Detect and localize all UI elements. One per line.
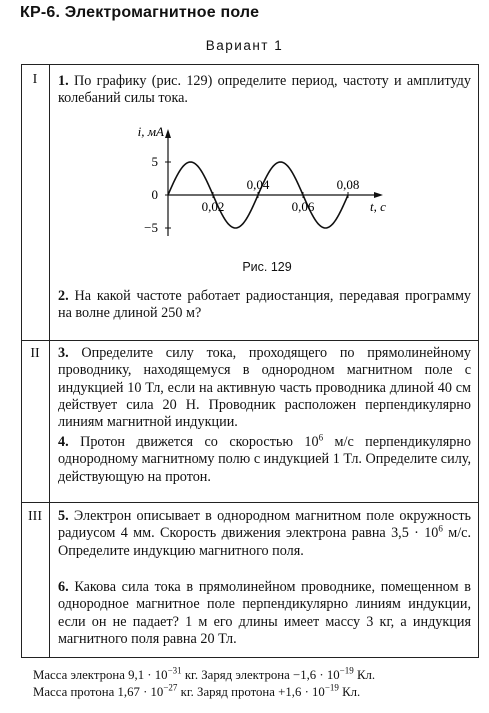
section-label-1: I	[32, 72, 38, 87]
x-axis-arrow	[374, 192, 383, 198]
proton-mass-exponent: −27	[163, 682, 178, 693]
variant-label: Вариант 1	[205, 38, 284, 53]
x-tick-label: 0,04	[246, 177, 270, 192]
x-tick-label: 0,02	[201, 199, 225, 214]
task-5-exponent: 6	[438, 523, 443, 534]
electron-mass-text: Масса электрона 9,1 · 10	[33, 668, 168, 682]
section-label-2: II	[30, 346, 40, 361]
x-axis-label: t, с	[370, 199, 386, 214]
proton-mass-text: Масса протона 1,67 · 10	[33, 685, 164, 699]
electron-mass-exponent: −31	[167, 665, 182, 676]
task-6	[58, 579, 471, 648]
task-1-text: По графику (рис. 129) определите период, частоту и амплитуду колебаний силы тока.	[58, 73, 471, 107]
task-6-number: 6.	[58, 579, 69, 595]
task-4-text-end: м/с перпендикулярно однородному магнитному полю с индукцией 1 Тл. Определите силу, действующую на протон.	[58, 434, 472, 485]
electron-charge-exponent: −19	[339, 665, 354, 676]
x-tick-label: 0,06	[291, 199, 315, 214]
y-axis-arrow	[165, 129, 171, 138]
task-3	[58, 345, 471, 431]
proton-charge-exponent: −19	[324, 682, 339, 693]
task-3-number: 3.	[58, 345, 69, 361]
task-3-text: Определите силу тока, проходящего по прямолинейному проводнику, находящемуся в однородном магнитном поле с индукцией 10 Тл, если на активную часть проводника длиной 40 см действует сила 20 Н. Проводник расположен перпендикулярно линиям магнитной индукции.	[58, 345, 471, 431]
task-6-text: Какова сила тока в прямолинейном проводнике, помещенном в однородное магнитное поле перпендикулярно линиям индукции, если он не падает? 1 м его длины имеет массу 3 кг, а индукция магнитного поля равна 20 Тл.	[58, 579, 472, 647]
y-axis-label: i, мА	[137, 124, 164, 139]
task-5-text-start: Электрон описывает в однородном магнитном поле окружность радиусом 4 мм. Скорость движения электрона равна 3,5 · 10	[58, 508, 471, 542]
task-2-text: На какой частоте работает радиостанция, передавая программу на волне длиной 250 м?	[58, 288, 472, 322]
y-tick-label: 5	[151, 154, 158, 169]
task-2	[58, 288, 471, 323]
section-label-3: III	[28, 509, 42, 524]
electron-constants	[33, 667, 375, 684]
task-4	[58, 434, 471, 486]
page-title: КР-6. Электромагнитное поле	[20, 4, 260, 21]
task-1-number: 1.	[58, 73, 69, 89]
y-tick-label: −5	[144, 220, 158, 235]
y-tick-label: 0	[151, 187, 158, 202]
electron-charge-unit: Кл.	[353, 668, 376, 682]
reference-constants	[33, 667, 375, 701]
section-divider-2	[21, 502, 479, 503]
task-5	[58, 508, 471, 560]
task-5-text-end: м/с. Определите индукцию магнитного поля.	[58, 525, 471, 559]
graph-group	[138, 124, 386, 236]
proton-charge-text: кг. Заряд протона +1,6 · 10	[177, 685, 325, 699]
electron-charge-text: кг. Заряд электрона −1,6 · 10	[181, 668, 340, 682]
task-4-text-start: Протон движется со скоростью 10	[80, 434, 319, 450]
task-2-number: 2.	[58, 288, 69, 304]
proton-charge-unit: Кл.	[338, 685, 361, 699]
current-graph	[0, 0, 489, 260]
task-5-number: 5.	[58, 508, 69, 524]
figure-caption: Рис. 129	[242, 260, 292, 274]
task-4-exponent: 6	[318, 432, 324, 443]
proton-constants	[33, 684, 375, 701]
x-tick-label: 0,08	[336, 177, 360, 192]
section-divider-1	[21, 340, 479, 341]
task-4-number: 4.	[58, 434, 69, 450]
